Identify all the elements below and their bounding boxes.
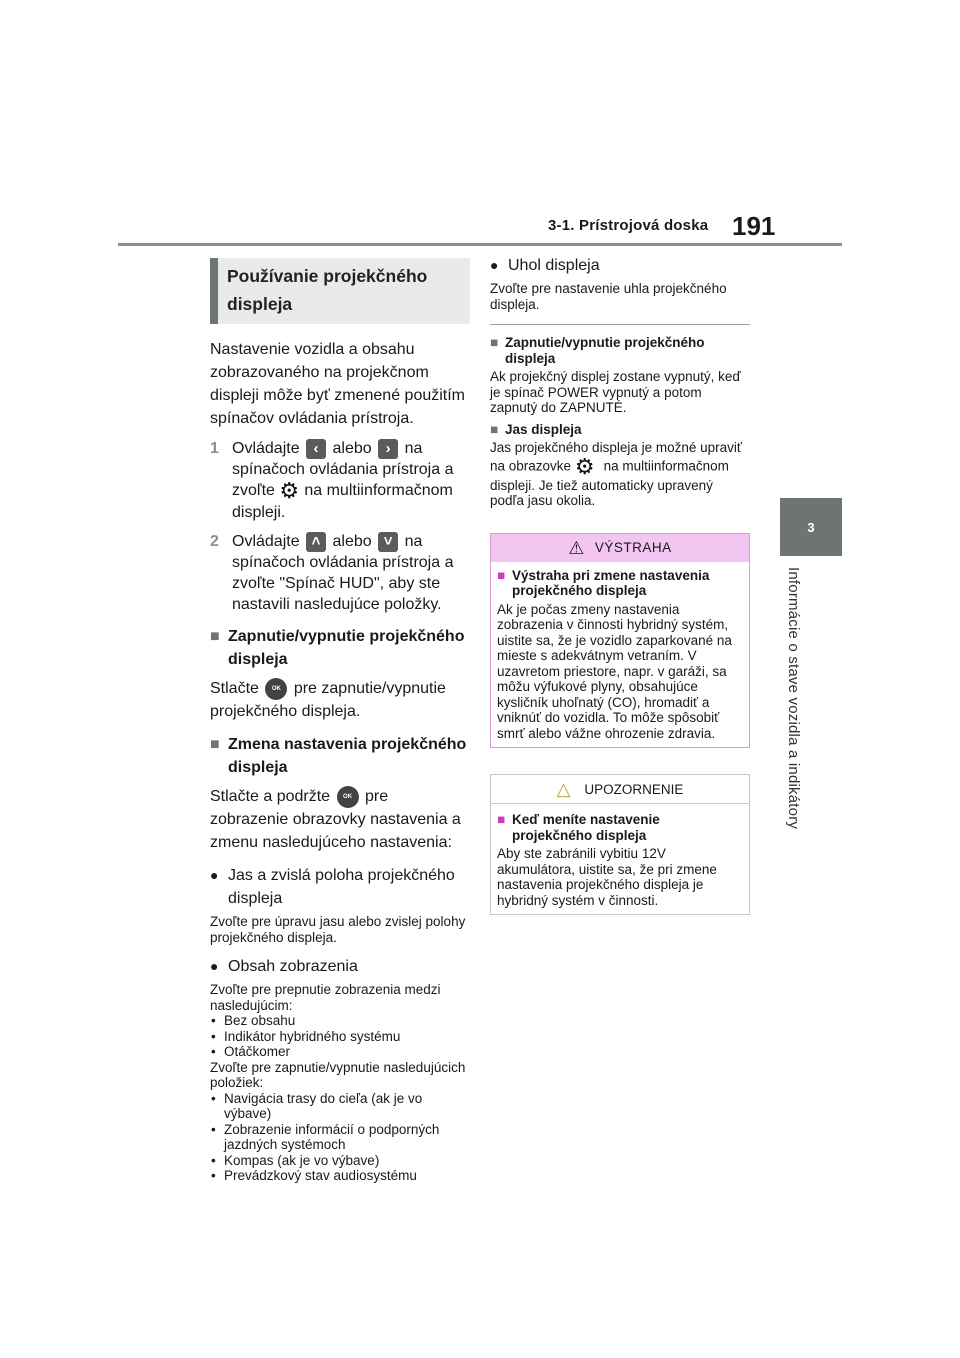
note-heading-text: Jas displeja [505, 421, 582, 437]
chevron-down-icon: ˅ [378, 532, 398, 552]
content-list-2 [210, 1091, 470, 1184]
warning-heading [497, 568, 743, 599]
chevron-up-icon: ˄ [306, 532, 326, 552]
note-text-a: Jas projekčného displeja je možné upraviť na obrazovke [490, 440, 742, 474]
left-column [210, 258, 470, 1184]
chapter-title: Informácie o stave vozidla a indikátory [785, 567, 802, 830]
bullet-dot-icon: ● [490, 257, 499, 273]
ok-button-icon: OK [337, 786, 359, 808]
section-title: Používanie projekčného displeja [210, 258, 470, 324]
step-text-b: alebo [332, 440, 372, 457]
step-text-c: na spínačoch ovládania prístroja a zvoľte "Spínač HUD", aby ste nastavili nasledujúce položky. [232, 533, 454, 613]
list-item: • Otáčkomer [210, 1044, 470, 1060]
step-text [232, 438, 470, 523]
intro-text: Nastavenie vozidla a obsahu zobrazovaného na projekčnom displeji môže byť zmenené použitím spínačov ovládania prístroja. [210, 341, 466, 427]
step-text-c: na spínačoch ovládania prístroja a zvoľte [232, 440, 454, 500]
list-item: • Bez obsahu [210, 1013, 470, 1029]
bullet-dot-icon: ● [210, 958, 219, 974]
onoff-text [210, 677, 470, 723]
change-text-b: pre zobrazenie obrazovky nastavenia a zmenu nasledujúceho nastavenia: [210, 788, 461, 851]
divider [490, 324, 750, 325]
note-text-b: na multiinformačnom displeji. Je tiež automaticky upravený podľa jasu okolia. [490, 458, 729, 508]
onoff-text-b: pre zapnutie/vypnutie projekčného displeja. [210, 680, 446, 720]
bullet-text: Uhol displeja [508, 257, 600, 274]
chevron-left-icon: ‹ [306, 439, 326, 459]
warning-body [491, 562, 749, 748]
list-item: • Navigácia trasy do cieľa (ak je vo výbave) [210, 1091, 470, 1122]
bullet-angle-desc: Zvoľte pre nastavenie uhla projekčného displeja. [490, 281, 727, 312]
note-heading-onoff [490, 335, 750, 366]
step-1 [210, 438, 470, 523]
caution-body [491, 804, 749, 914]
square-bullet-icon: ■ [210, 736, 220, 753]
caution-label: UPOZORNENIE [584, 781, 684, 797]
step-text-a: Ovládajte [232, 440, 300, 457]
change-text [210, 785, 470, 854]
bullet-brightness-desc: Zvoľte pre úpravu jasu alebo zvislej polohy projekčného displeja. [210, 914, 466, 945]
step-text-b: alebo [332, 533, 372, 550]
square-bullet-icon: ■ [490, 421, 499, 437]
list-item: • Prevádzkový stav audiosystému [210, 1168, 470, 1184]
chevron-right-icon: › [378, 439, 398, 459]
square-bullet-icon: ■ [210, 628, 220, 645]
list-item: • Indikátor hybridného systému [210, 1029, 470, 1045]
caution-text: Aby ste zabránili vybitiu 12V akumulátora, uistite sa, že pri zmene nastavenia projekčného displeja je hybridný systém v činnosti. [497, 846, 717, 908]
step-number: 1 [210, 440, 219, 457]
subheading-text: Zapnutie/vypnutie projekčného displeja [228, 628, 465, 668]
step-text [232, 531, 470, 615]
bullet-dot-icon: ● [210, 867, 219, 883]
step-2 [210, 531, 470, 615]
warning-text: Ak je počas zmeny nastavenia zobrazenia v činnosti hybridný systém, uistite sa, že je vozidlo zaparkované na mieste s adekvátnym vetraním. V uzavretom priestore, napr. v garáži, sa môžu výfukové plyny, obsahujúce kysličník uhoľnatý (CO), hromadiť a vniknúť do vozidla. To môže spôsobiť smrť alebo vážne ohrozenie zdravia. [497, 601, 732, 741]
caution-heading-text: Keď meníte nastavenie projekčného displeja [512, 812, 660, 843]
caution-box [490, 774, 750, 915]
change-text-a: Stlačte a podržte [210, 788, 331, 805]
chapter-tab: 3 [780, 498, 842, 556]
warning-triangle-icon: ⚠ [568, 537, 585, 558]
subheading-change [210, 733, 470, 779]
subheading-onoff [210, 625, 470, 671]
step-text-a: Ovládajte [232, 533, 300, 550]
header-rule [118, 243, 842, 246]
warning-label: VÝSTRAHA [594, 540, 672, 555]
note-text-brightness [490, 440, 750, 509]
step-text-d: na multiinformačnom displeji. [232, 482, 453, 521]
section-header: 3-1. Prístrojová doska [548, 217, 709, 234]
caution-heading [497, 812, 743, 843]
right-column [490, 254, 750, 915]
caution-triangle-icon: △ [556, 779, 571, 799]
square-bullet-icon: ■ [490, 335, 499, 350]
warning-box [490, 533, 750, 749]
bullet-angle [490, 254, 750, 277]
content-desc-1: Zvoľte pre prepnutie zobrazenia medzi nasledujúcim: [210, 982, 441, 1013]
content-desc-2: Zvoľte pre zapnutie/vypnutie nasledujúcich položiek: [210, 1059, 466, 1090]
gear-icon: ⚙ [279, 478, 300, 503]
subheading-text: Zmena nastavenia projekčného displeja [228, 736, 467, 776]
gear-icon: ⚙ [574, 453, 595, 479]
bullet-text: Obsah zobrazenia [228, 958, 358, 975]
onoff-text-a: Stlačte [210, 680, 259, 697]
list-item: • Zobrazenie informácií o podporných jazdných systémoch [210, 1122, 470, 1153]
square-bullet-icon: ■ [497, 812, 506, 827]
note-text-onoff: Ak projekčný displej zostane vypnutý, keď je spínač POWER vypnutý a potom zapnutý do ZAPNUTÉ. [490, 369, 741, 415]
warning-heading-text: Výstraha pri zmene nastavenia projekčného displeja [512, 567, 710, 598]
bullet-brightness [210, 864, 470, 910]
warning-header [491, 534, 749, 562]
list-item: • Kompas (ak je vo výbave) [210, 1153, 470, 1169]
caution-header [491, 775, 749, 804]
page-number: 191 [732, 211, 776, 241]
square-bullet-icon: ■ [497, 567, 506, 583]
step-number: 2 [210, 533, 219, 550]
note-heading-brightness [490, 422, 750, 438]
bullet-content [210, 955, 470, 978]
content-list-1 [210, 1013, 470, 1060]
ok-button-icon: OK [265, 678, 287, 700]
bullet-text: Jas a zvislá poloha projekčného displeja [228, 867, 455, 907]
note-heading-text: Zapnutie/vypnutie projekčného displeja [505, 335, 705, 366]
